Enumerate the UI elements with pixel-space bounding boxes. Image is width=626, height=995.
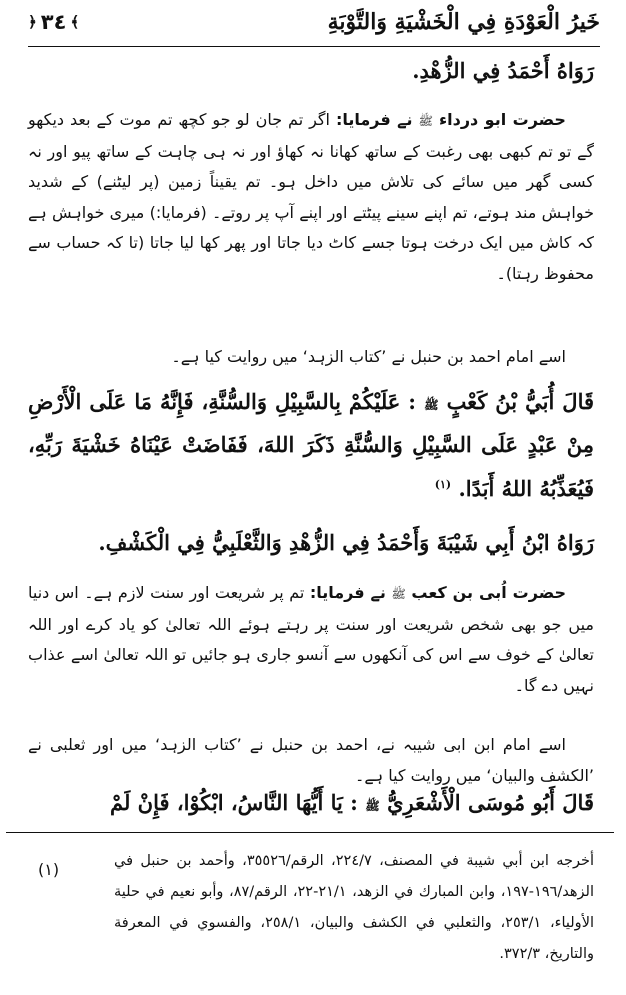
footnote-number: (١) — [38, 860, 60, 879]
honorific-symbol: ﷺ — [365, 799, 380, 813]
ornament-left: ﴿ — [28, 13, 37, 31]
speaker-name: حضرت ابو درداء — [438, 110, 566, 129]
paragraph-text: تم پر شریعت اور سنت لازم ہے۔ اس دنیا میں جو بھی شخص شریعت اور سنت پر رہتے ہوئے اللہ تعالیٰ کو یاد کرے اور اللہ تعالیٰ کے خوف سے اس کی آنکھوں سے آنسو جاری ہو جائیں تو اللہ تعالیٰ اسے عذاب نہیں دے گا۔ — [28, 583, 594, 695]
hadith-text: : عَلَيْكُمْ بِالسَّبِيْلِ وَالسُّنَّةِ، فَإِنَّهُ مَا عَلَى الْأَرْضِ مِنْ عَبْدٍ عَلَى السَّبِيْلِ وَالسُّنَّةِ ذَكَرَ اللهَ، فَفَاضَتْ عَيْنَاهُ خَشْيَةَ رَبِّهِ، فَيُعَذِّبُهُ اللهُ أَبَدًا. — [28, 389, 594, 501]
narration-text: رَوَاهُ أَحْمَدُ فِي الزُّهْدِ. — [412, 58, 594, 83]
paragraph-ubayy — [28, 578, 594, 701]
honorific-symbol: ﷺ — [424, 398, 439, 412]
footnote-rule — [6, 832, 614, 833]
footnote-marker: (١) — [434, 478, 452, 491]
hadith-speaker: قَالَ أُبَيُّ بْنُ كَعْبٍ — [446, 389, 595, 414]
hadith-text: : يَا أَيُّهَا النَّاسُ، ابْكُوْا، فَإِنْ لَمْ — [109, 790, 358, 815]
narration-line-ahmad — [28, 58, 594, 83]
speaker-verb: نے فرمایا: — [335, 110, 413, 129]
footnote-text: أخرجه ابن أبي شيبة في المصنف، ٢٢٤/٧، الرقم/٣٥٥٢٦، وأحمد بن حنبل في الزهد/١٩٦-١٩٧، وابن المبارك في الزهد، ٢١/١-٢٢، الرقم/٨٧، وأبو نعيم في حلية الأولياء، ٢٥٣/١، والثعلبي في الكشف والبيان، ٢٥٨/١، والفسوي في المعرفة والتاريخ، ٣٧٢/٣. — [114, 853, 595, 962]
header-rule — [28, 46, 600, 47]
hadith-ubayy — [28, 382, 594, 509]
page-number-value: ٣٤ — [40, 10, 67, 34]
page-number — [28, 10, 79, 34]
paragraph-abu-darda — [28, 105, 594, 289]
speaker-verb: نے فرمایا: — [309, 583, 386, 602]
hadith-abu-musa — [28, 790, 594, 816]
paragraph-text: اگر تم جان لو جو کچھ تم موت کے بعد دیکھو گے تو تم کبھی بھی رغبت کے ساتھ کھانا نہ کھاؤ اور نہ ہی چاہت کے ساتھ پیو اور نہ کسی گھر میں سائے کی تلاش میں داخل ہو۔ تم یقیناً زمین (پر لیٹنے) کے شدید خواہش مند ہوتے، تم اپنے سینے پیٹتے اور اپنے آپ پر روتے۔ (فرمایا:) میری خواہش ہے کہ کاش میں ایک درخت ہوتا جسے کاٹ دیا جاتا اور پھر کھا لیا جاتا (تا کہ حساب سے محفوظ رہتا)۔ — [28, 110, 594, 283]
running-title: خَيرُ الْعَوْدَةِ فِي الْخَشْيَةِ وَالتَّوْبَةِ — [327, 9, 600, 35]
paragraph-text: اسے امام احمد بن حنبل نے ’کتاب الزہد‘ میں روایت کیا ہے۔ — [171, 347, 566, 366]
speaker-name: حضرت اُبی بن کعب — [411, 583, 566, 602]
narration-line-ibn-abi-shayba — [28, 530, 594, 555]
hadith-speaker: قَالَ أَبُو مُوسَى الْأَشْعَرِيُّ — [387, 790, 594, 815]
honorific-symbol: ﷺ — [391, 587, 406, 601]
narration-text: رَوَاهُ ابْنُ أَبِي شَيْبَةَ وَأَحْمَدُ فِي الزُّهْدِ وَالثَّعْلَبِيُّ فِي الْكَشْفِ. — [98, 530, 594, 555]
paragraph-text: اسے امام ابن ابی شیبہ نے، احمد بن حنبل نے ’کتاب الزہد‘ میں اور ثعلبی نے ’الکشف والبیان‘ میں روایت کیا ہے۔ — [28, 735, 594, 785]
honorific-symbol: ﷺ — [418, 114, 433, 128]
ornament-right: ﴾ — [70, 13, 80, 31]
paragraph-ahmad-source — [28, 342, 594, 373]
paragraph-sources — [28, 730, 594, 791]
page-header — [28, 0, 600, 44]
